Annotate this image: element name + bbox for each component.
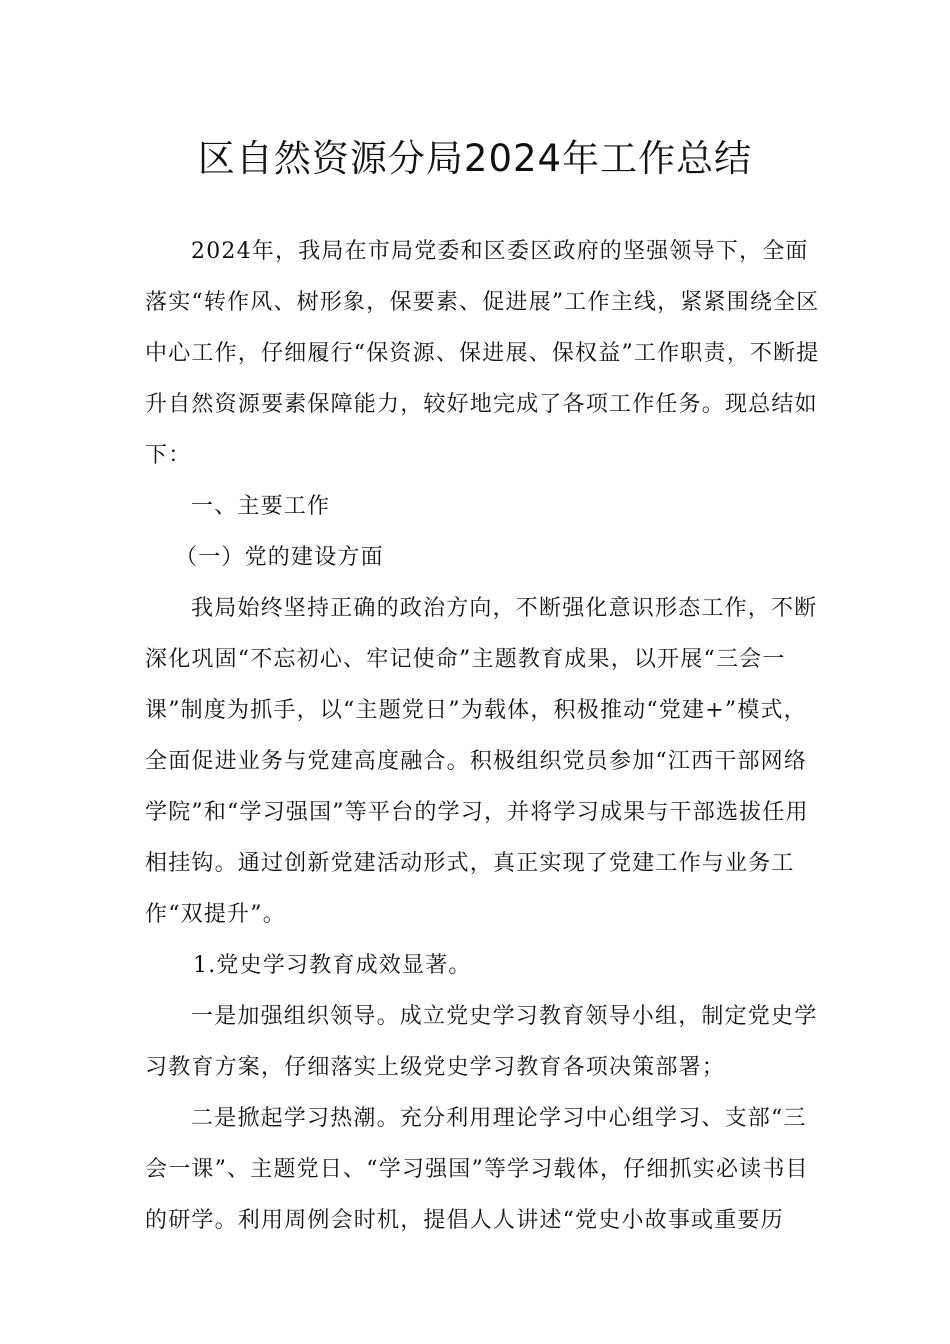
party-building-paragraph: 我局始终坚持正确的政治方向，不断强化意识形态工作，不断深化巩固“不忘初心、牢记使命”主题教育成果，以开展“三会一课”制度为抓手，以“主题党日”为载体，积极推动“党建+”模式，全面促进业务与党建高度融合。积极组织党员参加“江西干部网络学院”和“学习强国”等平台的学习，并将学习成果与干部选拔任用相挂钩。通过创新党建活动形式，真正实现了党建工作与业务工作“双提升”。	[145, 596, 818, 927]
document-body	[145, 226, 825, 1246]
point-one-paragraph: 一是加强组织领导。成立党史学习教育领导小组，制定党史学习教育方案，仔细落实上级党史学习教育各项决策部署；	[145, 1004, 818, 1080]
intro-paragraph: 2024年，我局在市局党委和区委区政府的坚强领导下，全面落实“转作风、树形象，保要素、促进展”工作主线，紧紧围绕全区中心工作，仔细履行“保资源、保进展、保权益”工作职责，不断提升自然资源要素保障能力，较好地完成了各项工作任务。现总结如下：	[145, 239, 820, 468]
document-title: 区自然资源分局2024年工作总结	[197, 137, 753, 180]
subsection-heading-party-building: （一）党的建设方面	[175, 545, 384, 570]
section-heading-main-work: 一、主要工作	[191, 494, 331, 519]
point-two-paragraph: 二是掀起学习热潮。充分利用理论学习中心组学习、支部“三会一课”、主题党日、“学习强国”等学习载体，仔细抓实必读书目的研学。利用周例会时机，提倡人人讲述“党史小故事或重要历	[145, 1106, 809, 1233]
item-heading-party-history: 1.党史学习教育成效显著。	[193, 953, 472, 978]
